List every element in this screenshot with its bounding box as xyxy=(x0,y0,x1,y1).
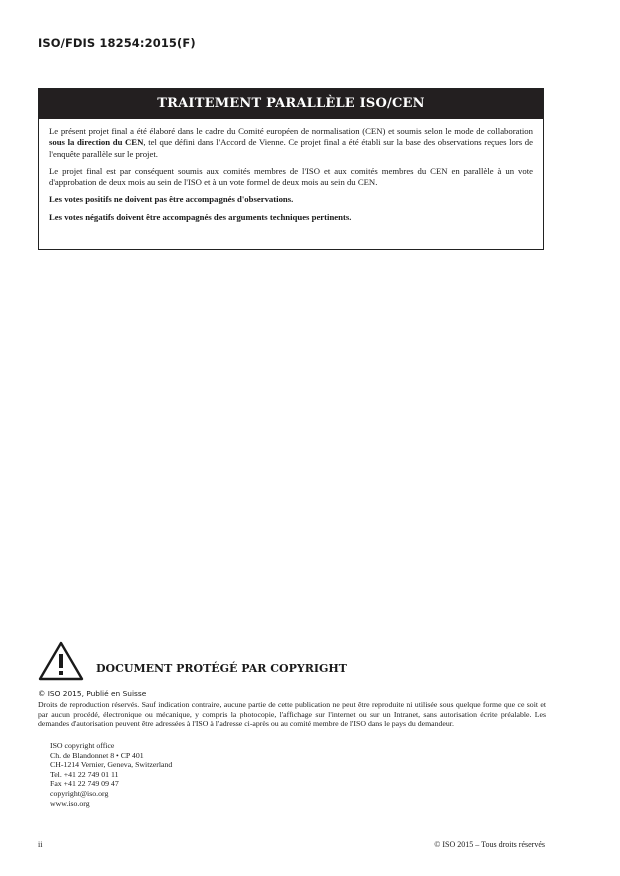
address-line: ISO copyright office xyxy=(50,741,115,750)
reproduction-rights-text: Droits de reproduction réservés. Sauf indication contraire, aucune partie de cette publication ne peut être reproduite ni utilisée sous quelque forme que ce soit et par aucun procédé, électronique ou mécanique, y compris la photocopie, l'affichage sur l'internet ou sur un Intranet, sans autorisation écrite préalable. Les demandes d'autorisation peuvent être adressées à l'ISO à l'adresse ci-après ou au comité membre de l'ISO dans le pays du demandeur. xyxy=(38,700,546,729)
notice-p1-bold: sous la direction du CEN xyxy=(49,137,144,148)
notice-body xyxy=(39,119,543,223)
copyright-line: © ISO 2015, Publié en Suisse xyxy=(38,689,147,698)
address-line: Tel. +41 22 749 01 11 xyxy=(50,769,119,779)
email-link[interactable]: copyright@iso.org xyxy=(50,788,109,798)
notice-paragraph-positive-votes: Les votes positifs ne doivent pas être accompagnés d'observations. xyxy=(49,194,294,205)
website-link[interactable]: www.iso.org xyxy=(50,798,90,808)
notice-paragraph-2: Le projet final est par conséquent soumis aux comités membres de l'ISO et aux comités membres du CEN en parallèle à un vote d'approbation de deux mois au sein de l'ISO et à un vote formel de deux mois au sein du CEN. xyxy=(49,165,533,188)
notice-p1-text-b: , tel que défini dans l'Accord de Vienne. Ce projet final a été établi sur la base des observations reçues lors de l'enquête parallèle sur le projet. xyxy=(49,137,533,159)
iso-address xyxy=(50,741,172,808)
document-reference: ISO/FDIS 18254:2015(F) xyxy=(38,36,196,50)
address-line: Fax +41 22 749 09 47 xyxy=(50,779,119,789)
notice-paragraph-1 xyxy=(49,126,533,160)
copyright-heading-row xyxy=(38,640,548,684)
footer-rights: © ISO 2015 – Tous droits réservés xyxy=(434,840,545,849)
copyright-title: DOCUMENT PROTÉGÉ PAR COPYRIGHT xyxy=(96,662,347,675)
address-line: Ch. de Blandonnet 8 • CP 401 xyxy=(50,750,144,760)
notice-paragraph-negative-votes: Les votes négatifs doivent être accompagnés des arguments techniques pertinents. xyxy=(49,211,352,222)
address-line: CH-1214 Vernier, Geneva, Switzerland xyxy=(50,760,173,770)
page-number: ii xyxy=(38,840,43,849)
notice-title: TRAITEMENT PARALLÈLE ISO/CEN xyxy=(39,89,543,119)
warning-icon xyxy=(38,640,84,682)
parallel-processing-notice xyxy=(38,88,544,250)
notice-p1-text-a: Le présent projet final a été élaboré dans le cadre du Comité européen de normalisation (CEN) et soumis selon le mode de collaboration xyxy=(49,126,533,136)
